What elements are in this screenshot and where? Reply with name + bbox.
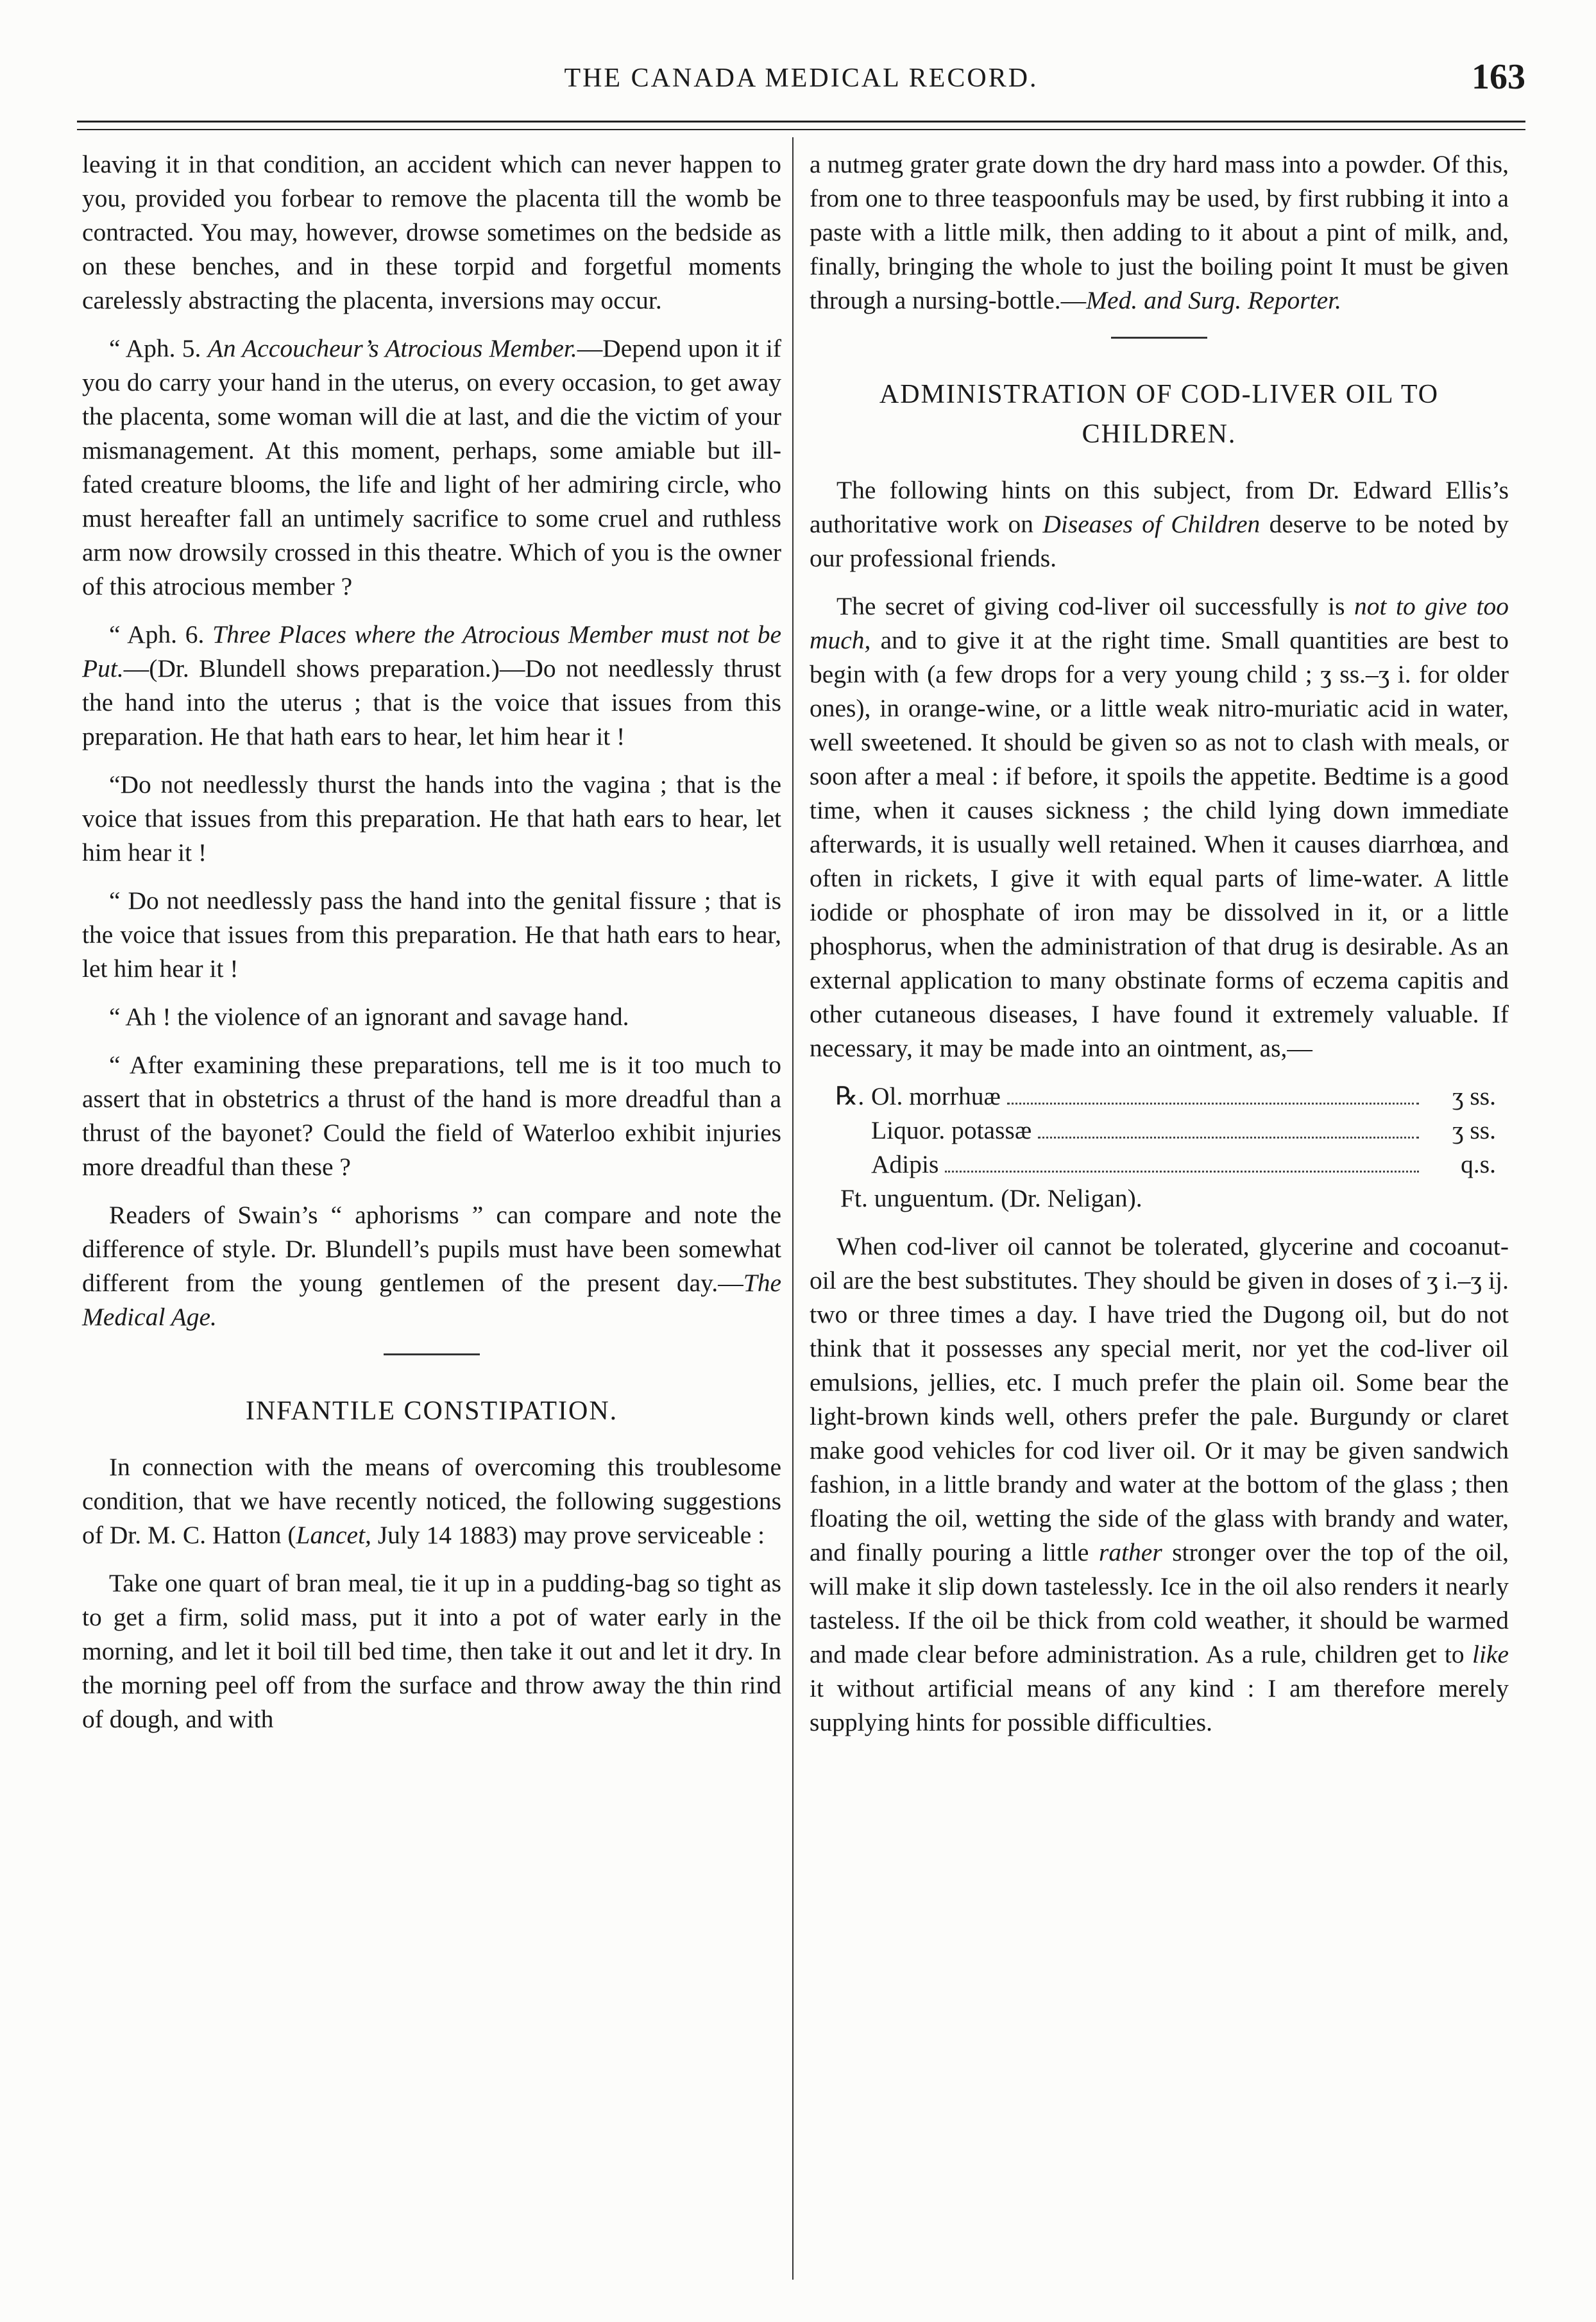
aph6-label: “ Aph. 6. xyxy=(109,620,213,648)
hatton-lancet: Lancet, xyxy=(296,1521,371,1549)
section-separator xyxy=(384,1353,480,1355)
paragraph-violence: “ Ah ! the violence of an ignorant and savage hand. xyxy=(109,1003,629,1031)
header-rule xyxy=(77,121,1525,130)
recipe-leader-dots xyxy=(1038,1137,1419,1139)
when-text-3: it without artificial means of any kind : I am therefore merely supplying hints for possible difficulties. xyxy=(810,1674,1509,1736)
paragraph-nutmeg xyxy=(810,148,1509,318)
recipe-leader-dots xyxy=(945,1171,1419,1173)
paragraph-secret xyxy=(810,589,1509,1065)
hints-book: Diseases of Children xyxy=(1042,510,1261,538)
paragraph-aphorism-6 xyxy=(82,618,781,754)
heading-cod-liver-oil: ADMINISTRATION OF COD-LIVER OIL TO CHILDREN. xyxy=(879,380,1439,449)
recipe-footnote: Ft. unguentum. (Dr. Neligan). xyxy=(840,1184,1142,1212)
paragraph-placenta: leaving it in that condition, an accident which can never happen to you, provided you forbear to remove the placenta till the womb be contracted. You may, however, drowse sometimes on the bedside as on these benches, and in these torpid and forgetful moments carelessly abstracting the placenta, inversions may occur. xyxy=(82,150,781,314)
paragraph-readers xyxy=(82,1198,781,1334)
paragraph-waterloo: “ After examining these preparations, tell me is it too much to assert that in obstetrics a thrust of the hand is more dreadful than a thrust of the bayonet? Could the field of Waterloo exhibit injuries more dreadful than these ? xyxy=(82,1051,781,1181)
aph6-title: Three Places where the Atrocious Member must not be Put. xyxy=(82,620,781,682)
recipe-line xyxy=(810,1114,1509,1148)
hints-text-1: The following hints on this subject, from Dr. Edward Ellis’s authoritative work on xyxy=(810,476,1509,538)
recipe-line xyxy=(810,1148,1509,1182)
secret-text-2: and to give it at the right time. Small quantities are best to begin with (a few drops for a very young child ; ʒ ss.–ʒ i. for older ones), in orange-wine, or a little weak nitro-muriatic acid in water, well sweetened. It should be given so as not to clash with meals, or soon after a meal : if before, it spoils the appetite. Bedtime is a good time, when it causes sickness ; the child lying down immediate afterwards, it is usually well retained. When it causes diarrhœa, and often in rickets, I give it with equal parts of lime-water. A little iodide or phosphate of iron may be dissolved in it, or a little phosphorus, when the administration of that drug is desirable. As an external application to many obstinate forms of eczema capitis and other cutaneous diseases, I have found it extremely valuable. If necessary, it may be made into an ointment, as,— xyxy=(810,626,1509,1062)
left-column xyxy=(82,148,781,1750)
aph5-text: —Depend upon it if you do carry your hand in the uterus, on every occasion, to get away the placenta, some woman will die at last, and die the victim of your mismanagement. At this moment, perhaps, some amiable but ill-fated creature blooms, the life and light of her admiring circle, who must hereafter fall an untimely sacrifice to some cruel and ruthless arm now drowsily crossed in this theatre. Which of you is the owner of this atrocious member ? xyxy=(82,334,781,600)
section-separator xyxy=(1111,337,1207,339)
column-divider xyxy=(792,137,794,2280)
secret-text-1: The secret of giving cod-liver oil successfully is xyxy=(836,592,1355,620)
hints-text-2: deserve to be noted by our professional friends. xyxy=(810,510,1509,572)
readers-text: Readers of Swain’s “ aphorisms ” can compare and note the difference of style. Dr. Blundell’s pupils must have been somewhat different from the young gentlemen of the present day.— xyxy=(82,1201,781,1297)
nutmeg-source: Med. and Surg. Reporter. xyxy=(1086,286,1342,314)
recipe-ingredient: Liquor. potassæ xyxy=(871,1116,1032,1144)
hatton-text-2: July 14 1883) may prove serviceable : xyxy=(371,1521,765,1549)
right-column xyxy=(810,148,1509,1754)
page-header xyxy=(77,59,1525,104)
paragraph-hints xyxy=(810,473,1509,575)
when-text-2: stronger over the top of the oil, will make it slip down tastelessly. Ice in the oil also renders it nearly tasteless. If the oil be thick from cold weather, it should be warmed and made clear before administration. As a rule, children get to xyxy=(810,1538,1509,1668)
aph5-label: “ Aph. 5. xyxy=(109,334,208,362)
paragraph-bran-meal: Take one quart of bran meal, tie it up in a pudding-bag so tight as to get a firm, solid mass, put it into a pot of water early in the morning, and let it boil till bed time, then take it out and let it dry. In the morning peel off from the surface and throw away the thin rind of dough, and with xyxy=(82,1569,781,1733)
when-text-1: When cod-liver oil cannot be tolerated, glycerine and cocoanut-oil are the best substitutes. They should be given in doses of ʒ i.–ʒ ij. two or three times a day. I have tried the Dugong oil, but do not think that it possesses any special merit, nor yet the cod-liver oil emulsions, jellies, etc. I much prefer the plain oil. Some bear the light-brown kinds well, others prefer the pale. Burgundy or claret make good vehicles for cod liver oil. Or it may be given sandwich fashion, in a little brandy and water at the bottom of the glass ; then floating the oil, wetting the side of the glass with brandy and water, and finally pouring a little xyxy=(810,1232,1509,1566)
readers-source: The Medical Age. xyxy=(82,1269,781,1331)
paragraph-genital: “ Do not needlessly pass the hand into the genital fissure ; that is the voice that issues from this preparation. He that hath ears to hear, let him hear it ! xyxy=(82,886,781,983)
when-rather: rather xyxy=(1098,1538,1162,1566)
aph5-title: An Accoucheur’s Atrocious Member. xyxy=(207,334,577,362)
page-number: 163 xyxy=(1472,57,1525,97)
secret-italic: not to give too much, xyxy=(810,592,1509,654)
recipe-ingredient: Adipis xyxy=(871,1150,939,1178)
ointment-recipe xyxy=(810,1080,1509,1216)
heading-infantile-constipation: INFANTILE CONSTIPATION. xyxy=(245,1396,618,1426)
recipe-quantity: ʒ ss. xyxy=(1452,1082,1496,1110)
recipe-quantity: ʒ ss. xyxy=(1452,1116,1496,1144)
nutmeg-text: a nutmeg grater grate down the dry hard mass into a powder. Of this, from one to three teaspoonfuls may be used, by first rubbing it into a paste with a little milk, then adding to it about a pint of milk, and, finally, bringing the whole to just the boiling point It must be given through a nursing-bottle.— xyxy=(810,150,1509,314)
recipe-line xyxy=(810,1080,1509,1114)
running-title: THE CANADA MEDICAL RECORD. xyxy=(564,64,1039,93)
paragraph-substitutes xyxy=(810,1230,1509,1740)
paragraph-aphorism-5 xyxy=(82,332,781,604)
recipe-quantity: q.s. xyxy=(1461,1150,1496,1178)
recipe-symbol: ℞. xyxy=(835,1082,865,1110)
aph6-text: —(Dr. Blundell shows preparation.)—Do not needlessly thrust the hand into the uterus ; that is the voice that issues from this preparation. He that hath ears to hear, let him hear it ! xyxy=(82,654,781,750)
recipe-ingredient: Ol. morrhuæ xyxy=(871,1082,1001,1110)
hatton-text-1: In connection with the means of overcoming this troublesome condition, that we have recently noticed, the following suggestions of Dr. M. C. Hatton ( xyxy=(82,1453,781,1549)
when-like: like xyxy=(1472,1640,1509,1668)
paragraph-vagina: “Do not needlessly thurst the hands into the vagina ; that is the voice that issues from this preparation. He that hath ears to hear, let him hear it ! xyxy=(82,770,781,867)
paragraph-hatton xyxy=(82,1450,781,1552)
recipe-leader-dots xyxy=(1007,1103,1419,1105)
